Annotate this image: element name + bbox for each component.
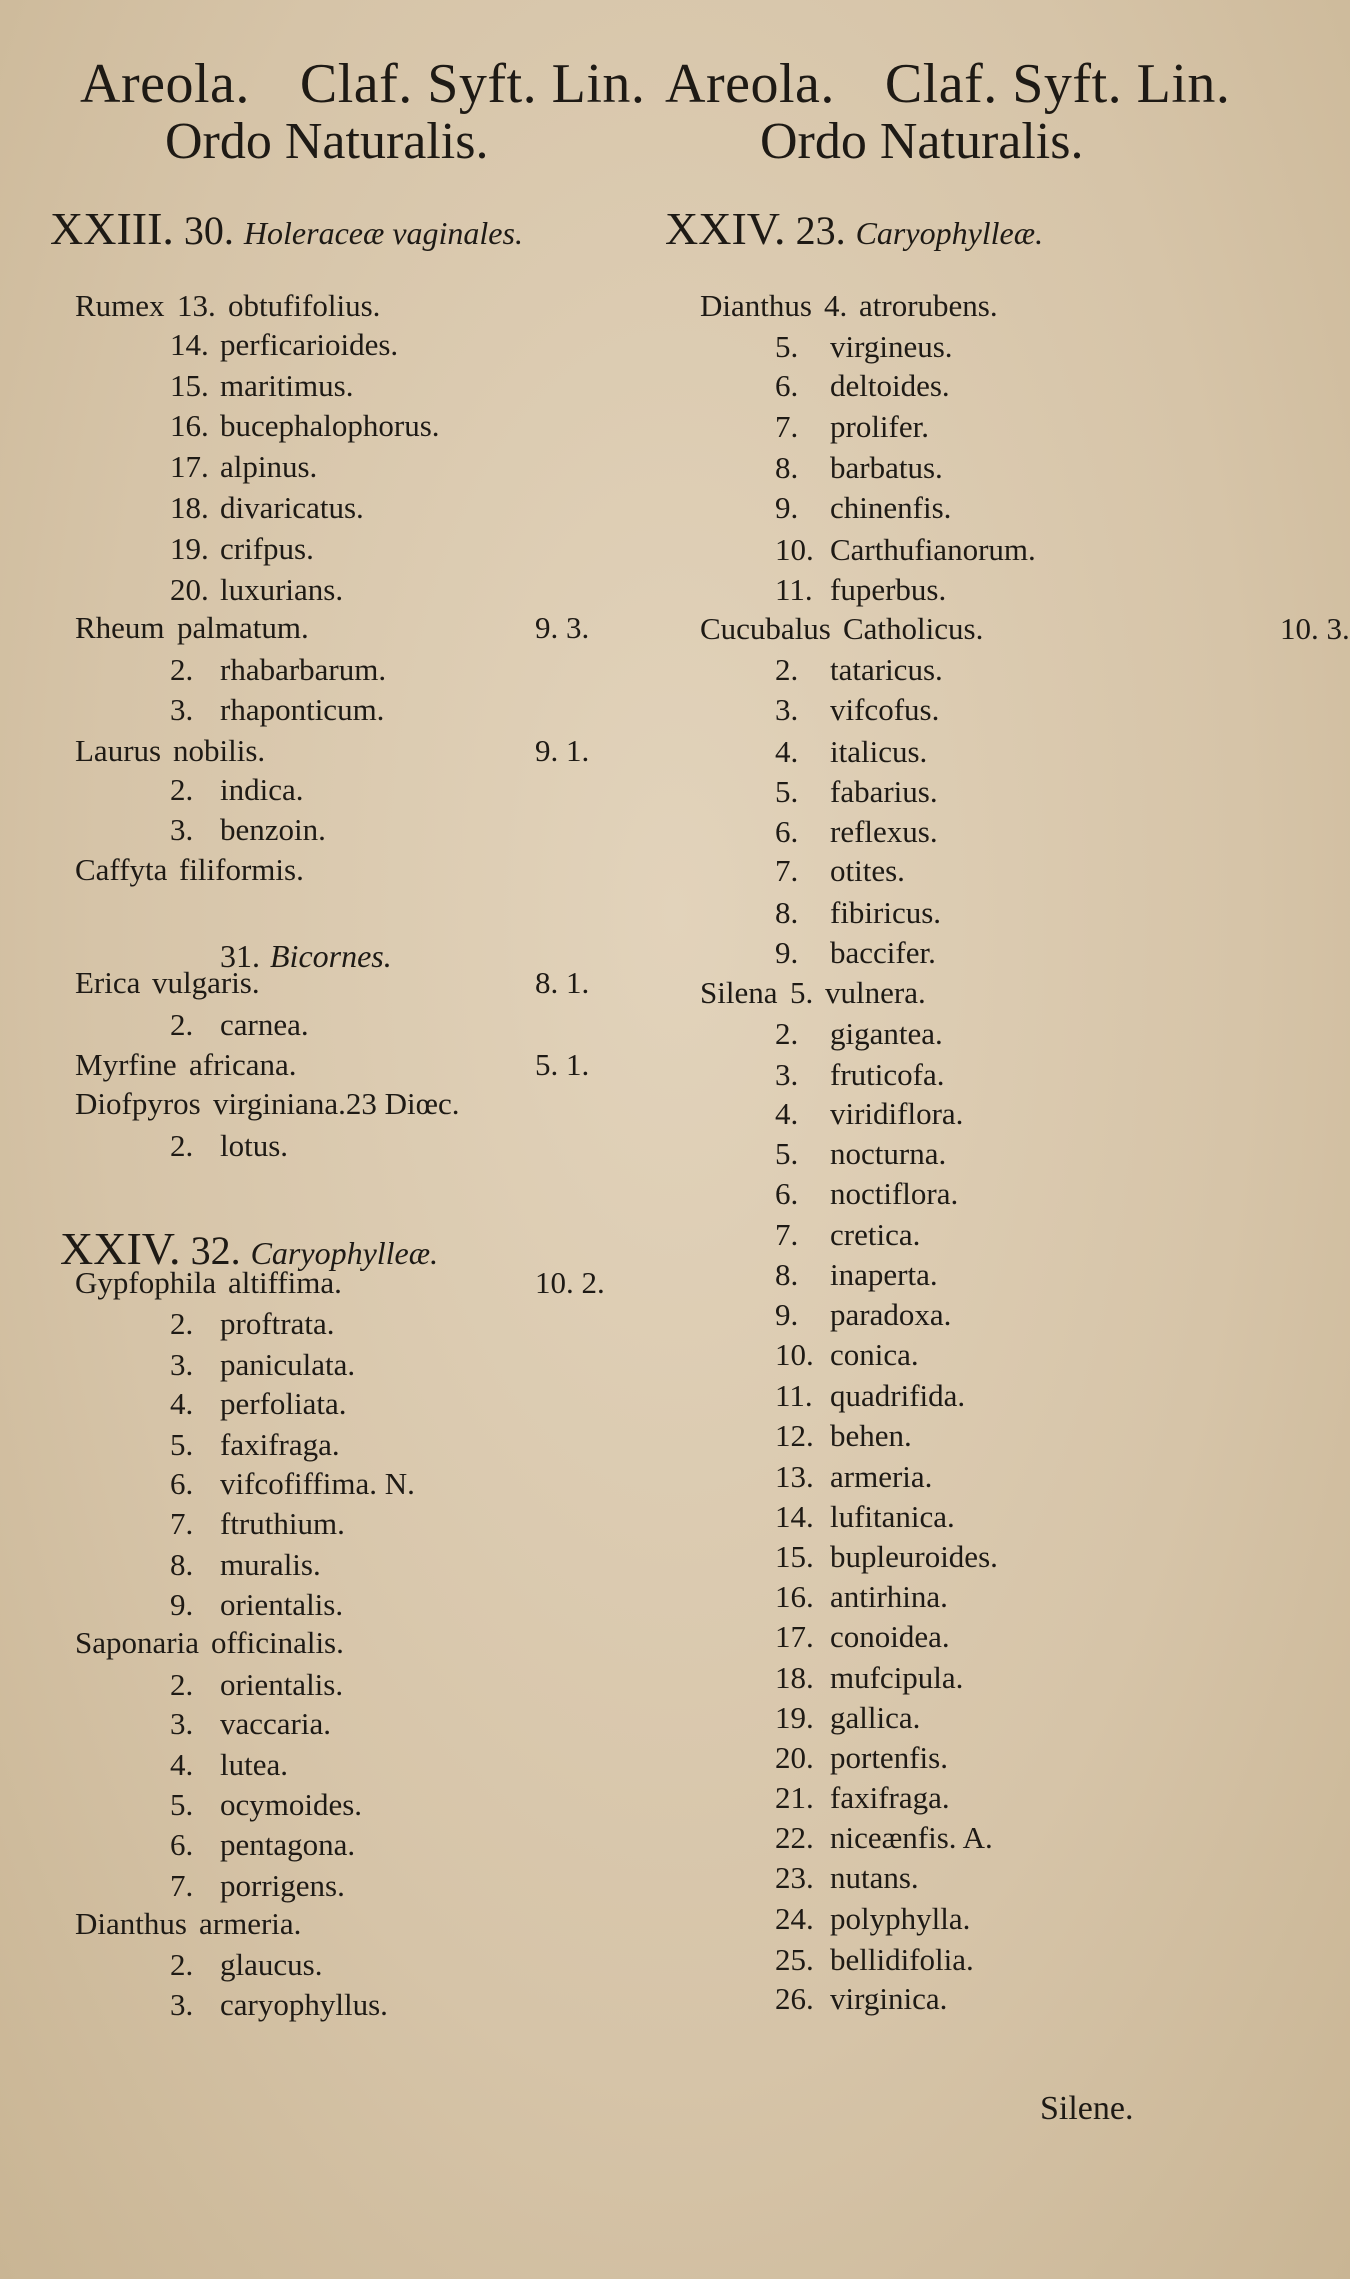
genus-name: Dianthus <box>75 1906 187 1941</box>
species-number: 9. <box>170 1587 194 1622</box>
list-item <box>665 1134 1255 1174</box>
list-item <box>665 1416 1255 1456</box>
right-header-class: Claf. Syft. Lin. <box>884 53 1231 115</box>
list-item <box>50 286 640 326</box>
species-number: 4. <box>775 1096 799 1131</box>
species-number: 13. <box>177 288 216 323</box>
species-number: 5. <box>775 1136 799 1171</box>
left-header-ordo: Ordo Naturalis. <box>165 113 489 170</box>
section-name: Caryophylleæ. <box>855 215 1044 251</box>
list-item <box>50 1825 640 1865</box>
list-item <box>50 570 640 610</box>
list-item <box>665 851 1255 891</box>
species-name: rhaponticum. <box>220 692 385 727</box>
species-name: vifcofiffima. N. <box>220 1466 415 1501</box>
list-item <box>665 973 1255 1013</box>
species-number: 26. <box>775 1981 814 2016</box>
list-item <box>50 1866 640 1906</box>
species-number: 19. <box>170 531 209 566</box>
genus-name: Saponaria <box>75 1625 199 1660</box>
species-number: 4. <box>775 734 799 769</box>
list-item <box>665 1055 1255 1095</box>
species-name: barbatus. <box>830 450 943 485</box>
species-name: nocturna. <box>830 1136 947 1171</box>
species-number: 18. <box>775 1660 814 1695</box>
species-name: bupleuroides. <box>830 1539 998 1574</box>
species-number: 15. <box>170 368 209 403</box>
species-name: viridiflora. <box>830 1096 964 1131</box>
species-name: paradoxa. <box>830 1297 952 1332</box>
left-header-class: Claf. Syft. Lin. <box>299 53 646 115</box>
species-name: porrigens. <box>220 1868 345 1903</box>
species-number: 7. <box>775 853 799 888</box>
species-name: ftruthium. <box>220 1506 345 1541</box>
species-name: vaccaria. <box>220 1706 331 1741</box>
list-item <box>50 1126 640 1166</box>
species-number: 16. <box>170 408 209 443</box>
species-number: 4. <box>170 1747 194 1782</box>
species-number: 24. <box>775 1901 814 1936</box>
species-number: 19. <box>775 1700 814 1735</box>
species-name: mufcipula. <box>830 1660 964 1695</box>
list-item <box>665 732 1255 772</box>
list-item <box>50 650 640 690</box>
list-item <box>665 650 1255 690</box>
species-number: 6. <box>170 1466 194 1501</box>
list-item <box>665 286 1255 326</box>
species-name: faxifraga. <box>830 1780 950 1815</box>
list-item <box>665 893 1255 933</box>
species-number: 16. <box>775 1579 814 1614</box>
list-item <box>665 772 1255 812</box>
species-number: 2. <box>775 652 799 687</box>
section-name: Bicornes. <box>270 938 392 974</box>
species-name: chinenfis. <box>830 490 952 525</box>
species-name: bellidifolia. <box>830 1942 974 1977</box>
list-item <box>665 448 1255 488</box>
species-number: 5. <box>170 1787 194 1822</box>
species-name: virgineus. <box>830 329 953 364</box>
species-name: officinalis. <box>211 1625 344 1660</box>
list-item <box>50 1985 640 2025</box>
species-name: fuperbus. <box>830 572 947 607</box>
list-item <box>50 731 640 771</box>
list-item <box>665 1778 1255 1818</box>
species-name: armeria. <box>199 1906 302 1941</box>
species-name: orientalis. <box>220 1667 344 1702</box>
species-number: 2. <box>170 1128 194 1163</box>
catchword: Silene. <box>1040 2090 1134 2127</box>
species-name: indica. <box>220 772 304 807</box>
list-item <box>665 1858 1255 1898</box>
species-name: virginiana.23 Diœc. <box>213 1086 460 1121</box>
list-item <box>50 325 640 365</box>
species-number: 4. <box>824 288 848 323</box>
species-name: perfoliata. <box>220 1386 347 1421</box>
section-roman: XXIV. <box>60 1223 181 1274</box>
species-name: reflexus. <box>830 814 938 849</box>
list-item <box>665 1255 1255 1295</box>
list-item <box>665 1335 1255 1375</box>
list-item <box>50 850 640 890</box>
species-name: gallica. <box>830 1700 921 1735</box>
species-name: antirhina. <box>830 1579 948 1614</box>
species-name: Carthufianorum. <box>830 532 1036 567</box>
species-number: 9. <box>775 1297 799 1332</box>
section-name: Holeraceæ vaginales. <box>243 215 523 251</box>
species-name: palmatum. <box>177 610 309 645</box>
list-item <box>50 1045 640 1085</box>
section-roman: XXIII. <box>50 203 174 254</box>
species-number: 11. <box>775 572 813 607</box>
genus-name: Dianthus <box>700 288 812 323</box>
species-number: 4. <box>170 1386 194 1421</box>
genus-name: Rumex <box>75 288 165 323</box>
species-number: 5. <box>790 975 814 1010</box>
species-name: caryophyllus. <box>220 1987 388 2022</box>
species-number: 9. <box>775 490 799 525</box>
species-number: 7. <box>170 1868 194 1903</box>
linnaean-class-order: 10. 3. <box>1280 611 1350 646</box>
list-item <box>665 1658 1255 1698</box>
species-name: otites. <box>830 853 905 888</box>
species-name: baccifer. <box>830 935 936 970</box>
list-item <box>665 1617 1255 1657</box>
species-number: 15. <box>775 1539 814 1574</box>
list-item <box>50 1345 640 1385</box>
species-name: carnea. <box>220 1007 309 1042</box>
species-number: 2. <box>170 1667 194 1702</box>
right-header-ordo: Ordo Naturalis. <box>760 113 1084 170</box>
species-name: obtufifolius. <box>228 288 381 323</box>
species-name: Catholicus. <box>843 611 984 646</box>
species-number: 12. <box>775 1418 814 1453</box>
list-item <box>665 1174 1255 1214</box>
species-name: fabarius. <box>830 774 938 809</box>
species-number: 5. <box>775 774 799 809</box>
genus-name: Cucubalus <box>700 611 831 646</box>
section-roman: XXIV. <box>665 203 786 254</box>
list-item <box>665 570 1255 610</box>
list-item <box>50 1384 640 1424</box>
species-name: gigantea. <box>830 1016 943 1051</box>
species-name: divaricatus. <box>220 490 364 525</box>
section-number: 32. <box>190 1228 241 1273</box>
genus-name: Rheum <box>75 610 165 645</box>
linnaean-class-order: 5. 1. <box>535 1047 590 1082</box>
species-name: fibiricus. <box>830 895 942 930</box>
species-name: perficarioides. <box>220 327 399 362</box>
species-number: 2. <box>775 1016 799 1051</box>
list-item <box>665 1497 1255 1537</box>
list-item <box>50 366 640 406</box>
species-name: vifcofus. <box>830 692 940 727</box>
species-name: paniculata. <box>220 1347 356 1382</box>
species-name: polyphylla. <box>830 1901 971 1936</box>
species-number: 6. <box>170 1827 194 1862</box>
list-item <box>50 406 640 446</box>
genus-name: Gypfophila <box>75 1265 217 1300</box>
species-number: 9. <box>775 935 799 970</box>
list-item <box>50 529 640 569</box>
species-name: bucephalophorus. <box>220 408 440 443</box>
list-item <box>50 1745 640 1785</box>
list-item <box>665 933 1255 973</box>
list-item <box>50 1623 640 1663</box>
species-name: atrorubens. <box>859 288 998 323</box>
species-name: pentagona. <box>220 1827 356 1862</box>
species-number: 2. <box>170 1007 194 1042</box>
list-item <box>50 1945 640 1985</box>
list-item <box>50 1084 640 1124</box>
species-number: 20. <box>170 572 209 607</box>
list-item <box>50 1585 640 1625</box>
species-name: filiformis. <box>179 852 304 887</box>
species-name: glaucus. <box>220 1947 323 1982</box>
species-name: lutea. <box>220 1747 288 1782</box>
list-item <box>665 1215 1255 1255</box>
linnaean-class-order: 10. 2. <box>535 1265 605 1300</box>
species-number: 22. <box>775 1820 814 1855</box>
list-item <box>50 1545 640 1585</box>
species-number: 3. <box>170 812 194 847</box>
list-item <box>50 1464 640 1504</box>
right-header-line1 <box>665 52 1230 116</box>
section-number: 31. <box>220 938 260 974</box>
list-item <box>50 1425 640 1465</box>
species-number: 23. <box>775 1860 814 1895</box>
list-item <box>50 690 640 730</box>
list-item <box>665 407 1255 447</box>
species-number: 2. <box>170 1306 194 1341</box>
species-number: 2. <box>170 652 194 687</box>
list-item <box>665 530 1255 570</box>
list-item <box>665 1014 1255 1054</box>
species-name: armeria. <box>830 1459 933 1494</box>
species-number: 2. <box>170 772 194 807</box>
section-number: 30. <box>183 208 234 253</box>
left-header-line1 <box>80 52 645 116</box>
species-name: orientalis. <box>220 1587 344 1622</box>
species-number: 14. <box>775 1499 814 1534</box>
list-item <box>50 1504 640 1544</box>
list-item <box>665 366 1255 406</box>
species-name: fruticofa. <box>830 1057 945 1092</box>
species-name: cretica. <box>830 1217 921 1252</box>
list-item <box>50 1904 640 1944</box>
species-number: 14. <box>170 327 209 362</box>
list-item <box>665 1577 1255 1617</box>
list-item <box>665 1094 1255 1134</box>
species-name: rhabarbarum. <box>220 652 387 687</box>
species-number: 8. <box>775 1257 799 1292</box>
species-name: lotus. <box>220 1128 289 1163</box>
linnaean-class-order: 9. 3. <box>535 610 590 645</box>
species-name: portenfis. <box>830 1740 948 1775</box>
species-number: 3. <box>775 692 799 727</box>
list-item <box>665 1457 1255 1497</box>
species-name: altiffima. <box>228 1265 342 1300</box>
species-number: 7. <box>775 1217 799 1252</box>
list-item <box>665 1537 1255 1577</box>
list-item <box>665 1899 1255 1939</box>
list-item <box>665 1940 1255 1980</box>
species-number: 13. <box>775 1459 814 1494</box>
species-name: tataricus. <box>830 652 943 687</box>
species-name: crifpus. <box>220 531 314 566</box>
species-number: 8. <box>170 1547 194 1582</box>
species-number: 3. <box>170 1347 194 1382</box>
species-name: lufitanica. <box>830 1499 955 1534</box>
list-item <box>50 1263 640 1303</box>
species-number: 18. <box>170 490 209 525</box>
list-item <box>50 963 640 1003</box>
genus-name: Laurus <box>75 733 162 768</box>
species-number: 7. <box>775 409 799 444</box>
list-item <box>50 608 640 648</box>
species-name: behen. <box>830 1418 912 1453</box>
list-item <box>50 810 640 850</box>
species-name: nobilis. <box>173 733 266 768</box>
species-name: prolifer. <box>830 409 929 444</box>
list-item <box>665 1979 1255 2019</box>
list-item <box>665 1738 1255 1778</box>
species-number: 17. <box>170 449 209 484</box>
species-number: 8. <box>775 450 799 485</box>
list-item <box>665 812 1255 852</box>
list-item <box>50 770 640 810</box>
left-header-areola: Areola. <box>80 53 250 115</box>
genus-name: Erica <box>75 965 141 1000</box>
species-number: 5. <box>170 1427 194 1462</box>
list-item <box>665 1818 1255 1858</box>
species-name: nutans. <box>830 1860 919 1895</box>
list-item <box>50 1005 640 1045</box>
species-name: conoidea. <box>830 1619 950 1654</box>
species-number: 3. <box>170 692 194 727</box>
left-section-xxiii <box>50 202 523 255</box>
species-name: africana. <box>189 1047 297 1082</box>
species-number: 3. <box>170 1987 194 2022</box>
species-name: quadrifida. <box>830 1378 966 1413</box>
genus-name: Caffyta <box>75 852 168 887</box>
species-name: luxurians. <box>220 572 344 607</box>
species-name: alpinus. <box>220 449 318 484</box>
species-name: italicus. <box>830 734 928 769</box>
species-number: 3. <box>170 1706 194 1741</box>
genus-name: Silena <box>700 975 778 1010</box>
species-name: vulgaris. <box>152 965 260 1000</box>
list-item <box>50 1304 640 1344</box>
species-name: maritimus. <box>220 368 354 403</box>
species-number: 5. <box>775 329 799 364</box>
species-number: 21. <box>775 1780 814 1815</box>
species-name: vulnera. <box>825 975 926 1010</box>
list-item <box>50 1665 640 1705</box>
section-number: 23. <box>795 208 846 253</box>
species-number: 10. <box>775 1337 814 1372</box>
species-name: faxifraga. <box>220 1427 340 1462</box>
species-name: niceænfis. A. <box>830 1820 993 1855</box>
linnaean-class-order: 8. 1. <box>535 965 590 1000</box>
list-item <box>50 1704 640 1744</box>
right-section-xxiv <box>665 202 1043 255</box>
species-number: 3. <box>775 1057 799 1092</box>
species-number: 7. <box>170 1506 194 1541</box>
list-item <box>665 1295 1255 1335</box>
species-name: deltoides. <box>830 368 950 403</box>
species-number: 8. <box>775 895 799 930</box>
species-name: ocymoides. <box>220 1787 363 1822</box>
species-number: 11. <box>775 1378 813 1413</box>
list-item <box>50 447 640 487</box>
linnaean-class-order: 9. 1. <box>535 733 590 768</box>
species-name: benzoin. <box>220 812 326 847</box>
list-item <box>665 1376 1255 1416</box>
genus-name: Diofpyros <box>75 1086 201 1121</box>
species-number: 2. <box>170 1947 194 1982</box>
species-name: noctiflora. <box>830 1176 959 1211</box>
species-name: proftrata. <box>220 1306 335 1341</box>
genus-name: Myrfine <box>75 1047 177 1082</box>
species-number: 20. <box>775 1740 814 1775</box>
list-item <box>665 1698 1255 1738</box>
species-name: virginica. <box>830 1981 948 2016</box>
list-item <box>665 327 1255 367</box>
list-item <box>50 488 640 528</box>
species-number: 6. <box>775 1176 799 1211</box>
list-item <box>665 690 1255 730</box>
section-name: Caryophylleæ. <box>250 1235 439 1271</box>
species-name: muralis. <box>220 1547 321 1582</box>
list-item <box>665 609 1350 649</box>
species-number: 10. <box>775 532 814 567</box>
species-number: 17. <box>775 1619 814 1654</box>
species-name: conica. <box>830 1337 919 1372</box>
species-name: inaperta. <box>830 1257 938 1292</box>
list-item <box>665 488 1255 528</box>
right-header-areola: Areola. <box>665 53 835 115</box>
species-number: 6. <box>775 814 799 849</box>
species-number: 25. <box>775 1942 814 1977</box>
species-number: 6. <box>775 368 799 403</box>
list-item <box>50 1785 640 1825</box>
